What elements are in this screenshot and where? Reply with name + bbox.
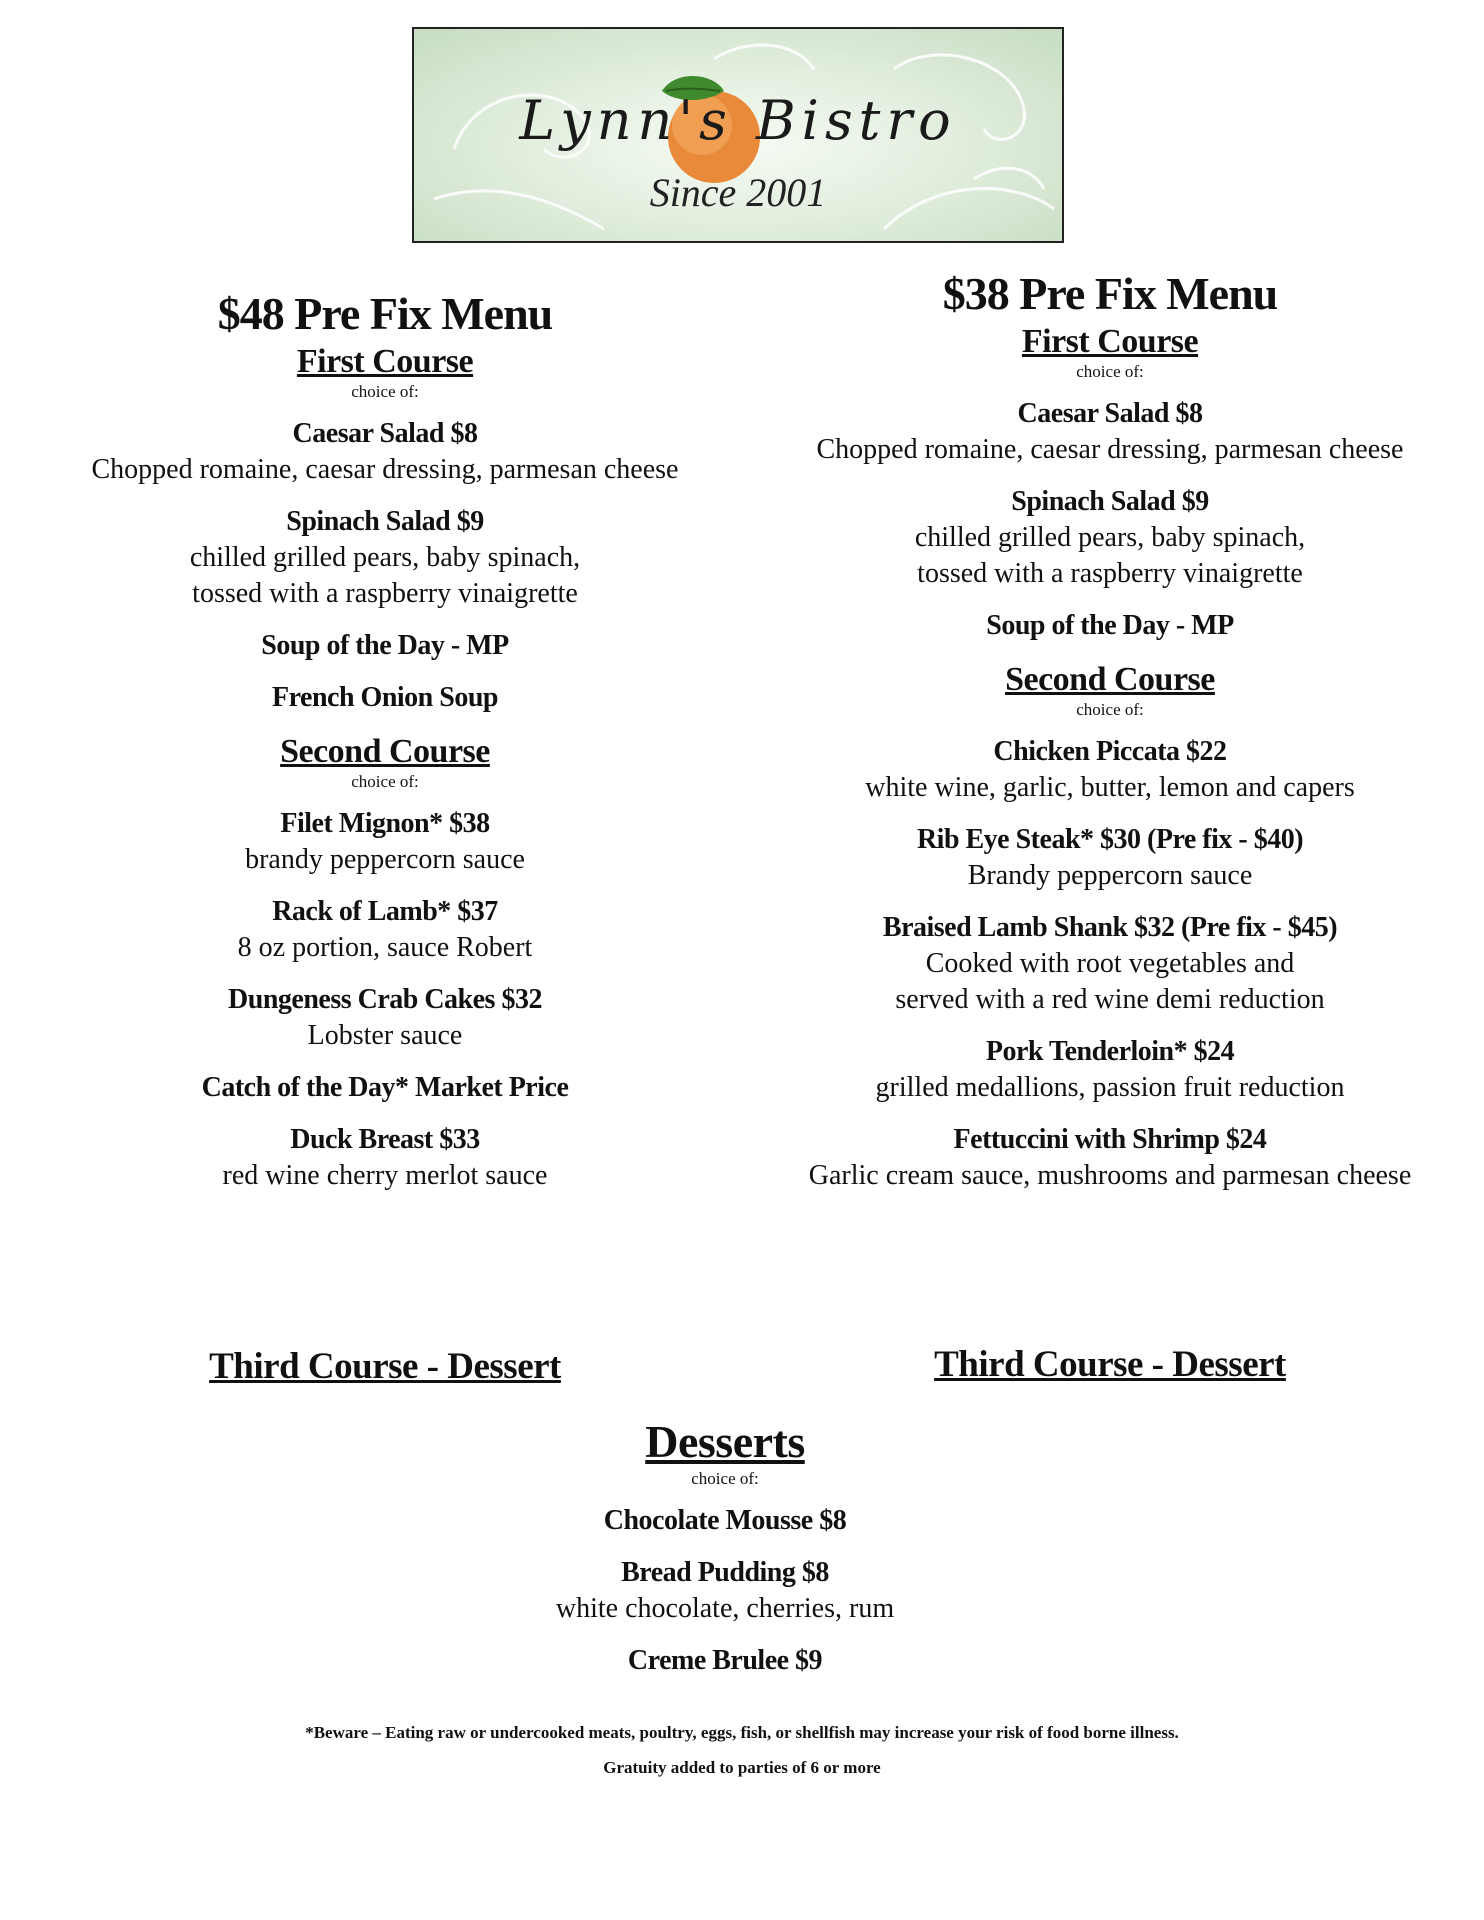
choice-label: choice of: xyxy=(351,382,419,401)
logo xyxy=(412,27,1064,243)
course-heading: First Course xyxy=(1021,323,1199,360)
menu-item xyxy=(775,1122,1445,1194)
menu-item-name: Chicken Piccata $22 xyxy=(993,736,1227,767)
menu-item-description: chilled grilled pears, baby spinach, xyxy=(914,522,1306,553)
menu-item-name: Braised Lamb Shank $32 (Pre fix - $45) xyxy=(882,912,1338,943)
menu-item-description: white chocolate, cherries, rum xyxy=(555,1593,895,1624)
menu-item-description: Cooked with root vegetables and xyxy=(925,948,1295,979)
menu-item-description: red wine cherry merlot sauce xyxy=(222,1160,548,1191)
menu-item-name: Caesar Salad $8 xyxy=(292,418,478,449)
menu-item-description: 8 oz portion, sauce Robert xyxy=(237,932,533,963)
menu-item-name: Spinach Salad $9 xyxy=(286,506,484,537)
menu-item xyxy=(400,1555,1050,1627)
first-course-items xyxy=(40,416,730,716)
course-heading: Second Course xyxy=(1005,661,1215,698)
second-course-items xyxy=(40,806,730,1194)
second-course-items xyxy=(775,734,1445,1194)
third-course-heading-right: Third Course - Dessert xyxy=(934,1344,1286,1385)
choice-label: choice of: xyxy=(1076,362,1144,381)
course-heading: Second Course xyxy=(280,733,490,770)
menu-item xyxy=(775,608,1445,644)
third-course-heading-left: Third Course - Dessert xyxy=(209,1346,561,1387)
menu-item-name: Caesar Salad $8 xyxy=(1017,398,1203,429)
menu-item-name: Creme Brulee $9 xyxy=(627,1645,823,1676)
menu-48 xyxy=(40,286,730,1210)
menu-item-name: Soup of the Day - MP xyxy=(986,610,1234,641)
menu-item-name: Pork Tenderloin* $24 xyxy=(985,1036,1235,1067)
menu-item-name: French Onion Soup xyxy=(272,682,498,713)
choice-label: choice of: xyxy=(351,772,419,791)
menu-item-name: Soup of the Day - MP xyxy=(261,630,509,661)
dessert-items xyxy=(400,1503,1050,1679)
menu-item-description: Garlic cream sauce, mushrooms and parmesan cheese xyxy=(808,1160,1412,1191)
menu-item-name: Catch of the Day* Market Price xyxy=(201,1072,569,1103)
menu-item-description: white wine, garlic, butter, lemon and capers xyxy=(865,772,1355,803)
menu-title: $48 Pre Fix Menu xyxy=(217,288,553,339)
menu-item xyxy=(40,894,730,966)
menu-item-name: Rack of Lamb* $37 xyxy=(272,896,498,927)
menu-item-description: Brandy peppercorn sauce xyxy=(967,860,1253,891)
menu-item xyxy=(40,1122,730,1194)
menu-item-description: tossed with a raspberry vinaigrette xyxy=(917,558,1303,589)
menu-item xyxy=(775,1034,1445,1106)
menu-item xyxy=(775,822,1445,894)
menu-item-description: Chopped romaine, caesar dressing, parmesan cheese xyxy=(816,434,1404,465)
menu-38 xyxy=(775,266,1445,1210)
menu-item-name: Duck Breast $33 xyxy=(290,1124,480,1155)
course-heading: First Course xyxy=(296,343,474,380)
menu-item xyxy=(40,1070,730,1106)
menu-item-description: tossed with a raspberry vinaigrette xyxy=(192,578,578,609)
menu-item-name: Fettuccini with Shrimp $24 xyxy=(953,1124,1267,1155)
food-warning: *Beware – Eating raw or undercooked meats, poultry, eggs, fish, or shellfish may increase your risk of food borne illness. xyxy=(305,1723,1179,1742)
menu-item xyxy=(40,680,730,716)
menu-item xyxy=(40,806,730,878)
menu-item-name: Dungeness Crab Cakes $32 xyxy=(228,984,542,1015)
menu-item-description: grilled medallions, passion fruit reduction xyxy=(875,1072,1345,1103)
choice-label: choice of: xyxy=(691,1469,759,1488)
menu-item-name: Bread Pudding $8 xyxy=(621,1557,829,1588)
desserts-title: Desserts xyxy=(645,1416,805,1467)
choice-label: choice of: xyxy=(1076,700,1144,719)
menu-item xyxy=(775,910,1445,1018)
menu-item-description: brandy peppercorn sauce xyxy=(245,844,525,875)
logo-since: Since 2001 xyxy=(649,170,827,215)
menu-item xyxy=(400,1643,1050,1679)
menu-item-name: Chocolate Mousse $8 xyxy=(603,1505,847,1536)
menu-item-description: chilled grilled pears, baby spinach, xyxy=(189,542,581,573)
menu-item xyxy=(400,1503,1050,1539)
menu-item xyxy=(775,734,1445,806)
desserts-section xyxy=(400,1415,1050,1695)
menu-item-name: Filet Mignon* $38 xyxy=(280,808,490,839)
menu-item-name: Spinach Salad $9 xyxy=(1011,486,1209,517)
menu-item xyxy=(40,628,730,664)
menu-item-description: Lobster sauce xyxy=(307,1020,463,1051)
menu-item-description: Chopped romaine, caesar dressing, parmesan cheese xyxy=(91,454,679,485)
first-course-items xyxy=(775,396,1445,644)
menu-item-description: served with a red wine demi reduction xyxy=(895,984,1325,1015)
menu-title: $38 Pre Fix Menu xyxy=(942,268,1278,319)
menu-item xyxy=(775,484,1445,592)
logo-name: Lynn's Bistro xyxy=(519,89,957,152)
menu-item-name: Rib Eye Steak* $30 (Pre fix - $40) xyxy=(916,824,1304,855)
gratuity-note: Gratuity added to parties of 6 or more xyxy=(603,1758,881,1777)
menu-item xyxy=(40,982,730,1054)
menu-item xyxy=(775,396,1445,468)
menu-item xyxy=(40,416,730,488)
menu-item xyxy=(40,504,730,612)
